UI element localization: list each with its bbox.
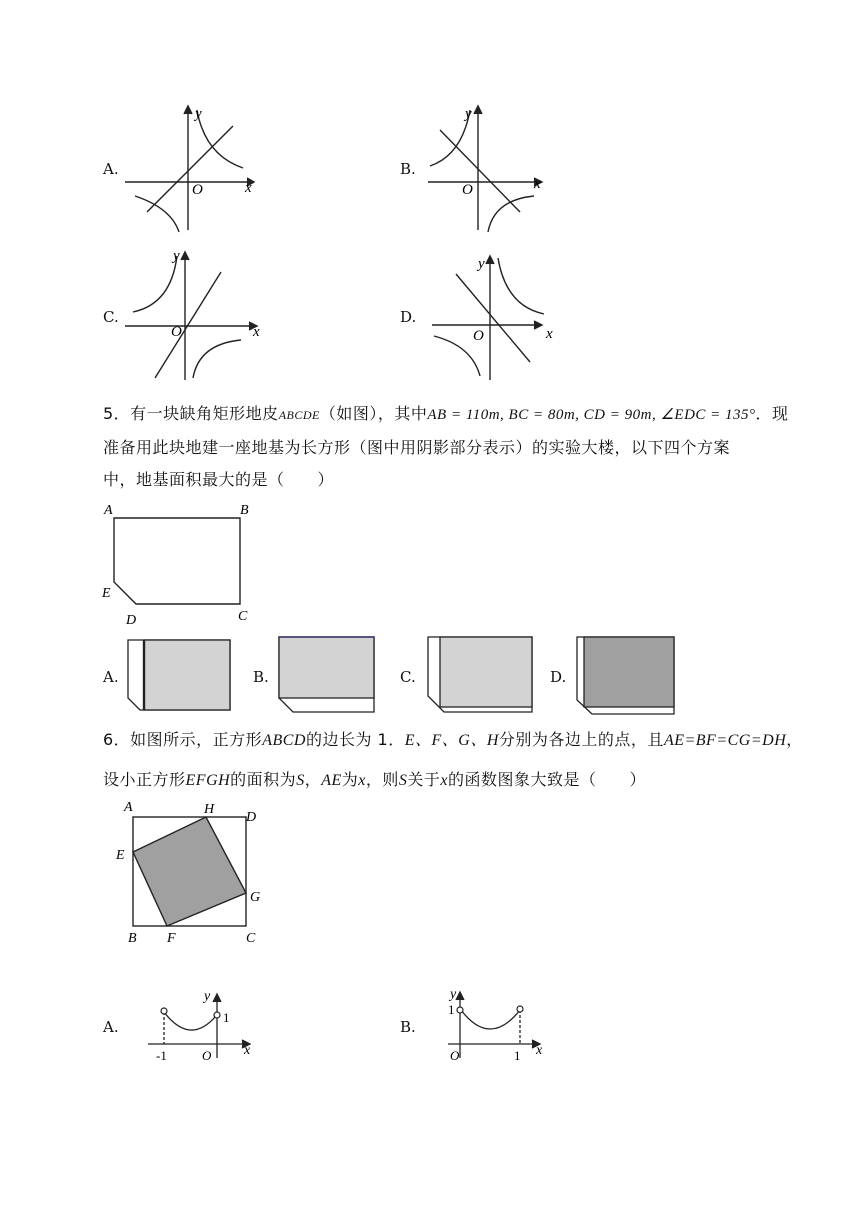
q4-option-b-label[interactable]: B. [400,160,416,178]
svg-text:O: O [450,1048,460,1063]
q4-d-origin: O [473,328,484,344]
q4-d-x-label: x [546,326,553,342]
q5-option-a-label[interactable]: A. [103,668,119,686]
q5-option-c-figure[interactable] [424,634,536,716]
q4-a-y-label: y [195,106,202,122]
svg-text:C: C [238,609,248,624]
q5-option-a-figure[interactable] [124,636,236,716]
svg-text:C: C [246,931,256,946]
svg-text:-1: -1 [156,1048,167,1063]
q5-figure [98,500,268,628]
q4-d-y-label: y [478,256,485,272]
svg-text:y: y [450,987,457,1002]
q4-b-x-label: x [534,176,541,192]
q5-line-2: 准备用此块地建一座地基为长方形（图中用阴影部分表示）的实验大楼，以下四个方案 [103,438,731,457]
q4-c-y-label: y [173,248,180,264]
svg-text:x: x [536,1043,543,1058]
q4-option-c-label[interactable]: C. [103,308,119,326]
q4-b-y-label: y [465,106,472,122]
q5-option-d-figure[interactable] [574,634,678,718]
svg-text:D: D [126,613,137,628]
q6-option-b-label[interactable]: B. [400,1018,416,1036]
q4-a-origin: O [192,182,203,198]
q4-b-origin: O [462,182,473,198]
svg-text:1: 1 [514,1048,521,1063]
svg-text:H: H [204,802,215,817]
q4-c-x-label: x [253,324,260,340]
q4-option-a-graph [125,100,265,235]
q4-option-d-label[interactable]: D. [400,308,417,326]
svg-text:A: A [104,503,113,518]
q4-option-c-graph [125,244,265,384]
svg-text:E: E [116,848,125,863]
q6-line-1: 6．如图所示，正方形ABCD的边长为 1．E、F、G、H分别为各边上的点，且AE=BF=CG=DH， [103,730,803,749]
q4-c-origin: O [171,324,182,340]
q4-option-b-graph [422,100,562,235]
q6-option-b-graph [440,980,550,1064]
q6-option-a-graph [140,984,260,1064]
svg-text:y: y [204,989,211,1004]
q6-figure [112,796,272,948]
q5-option-c-label[interactable]: C. [400,668,416,686]
svg-text:O: O [202,1048,212,1063]
q5-line-3: 中，地基面积最大的是（ ） [103,470,335,489]
q4-a-x-label: x [245,180,252,196]
q4-option-d-graph [428,252,563,382]
svg-text:D: D [246,810,257,825]
q6-option-a-label[interactable]: A. [103,1018,119,1036]
svg-text:B: B [128,931,137,946]
svg-text:x: x [244,1043,251,1058]
svg-text:1: 1 [223,1010,230,1025]
svg-text:F: F [167,931,176,946]
q5-option-d-label[interactable]: D. [550,668,567,686]
svg-text:B: B [240,503,249,518]
q5-line-1: 5．有一块缺角矩形地皮ABCDE（如图），其中AB = 110m, BC = 80m, CD = 90m, ∠EDC = 135°．现 [103,404,789,423]
q5-option-b-label[interactable]: B. [253,668,269,686]
svg-text:G: G [250,890,261,905]
svg-text:A: A [124,800,133,815]
q5-option-b-figure[interactable] [276,634,378,716]
q6-line-2: 设小正方形EFGH的面积为S，AE为x，则S关于x的函数图象大致是（ ） [103,770,647,789]
svg-text:E: E [102,586,111,601]
q4-option-a-label[interactable]: A. [103,160,119,178]
svg-text:1: 1 [448,1002,455,1017]
